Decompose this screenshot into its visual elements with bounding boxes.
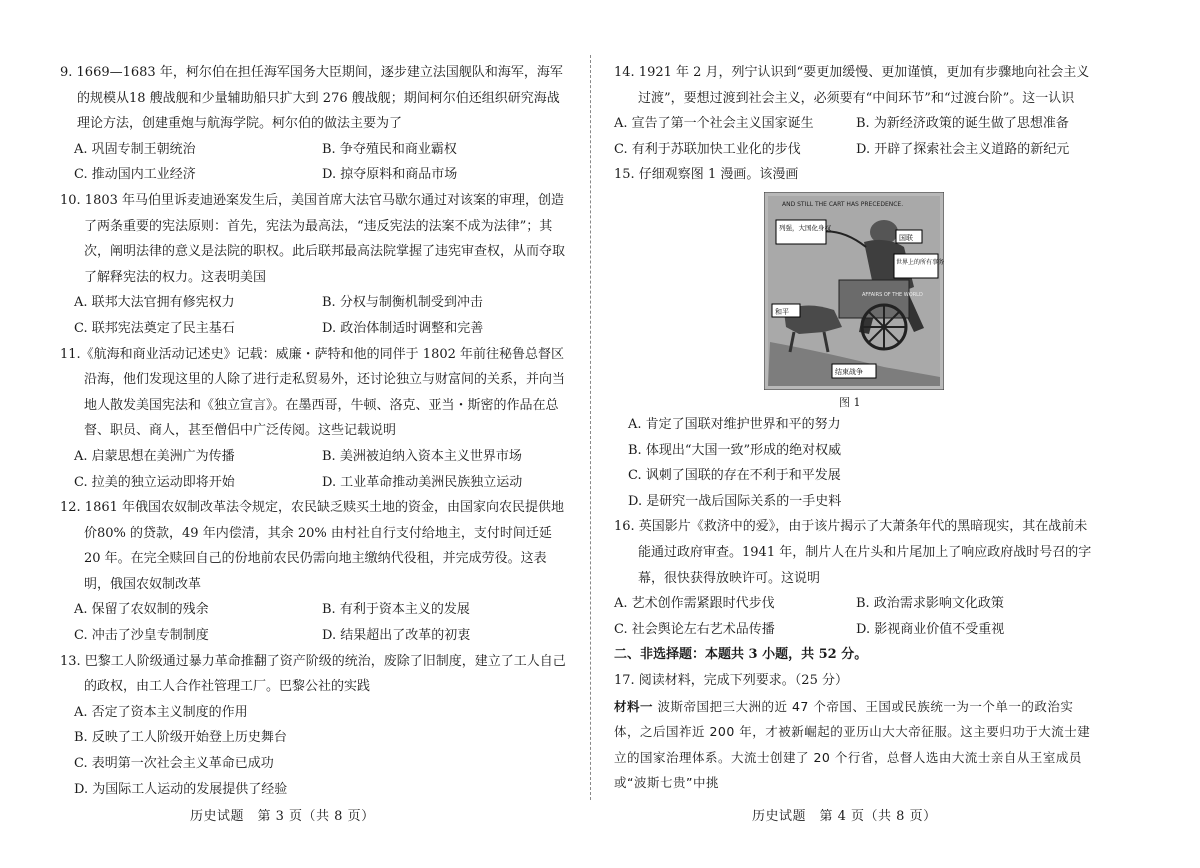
question-15-stem: 15. 仔细观察图 1 漫画。该漫画 bbox=[614, 167, 799, 183]
option-b: B. 体现出“大国一致”形成的绝对权威 bbox=[628, 442, 842, 458]
question-12-options bbox=[60, 597, 570, 648]
question-15 bbox=[614, 162, 1098, 514]
option-c: C. 推动国内工业经济 bbox=[74, 167, 196, 183]
question-16-stem: 16. 英国影片《救济中的爱》，由于该片揭示了大萧条年代的黑暗现实，其在战前未能通过政府审查。1941 年，制片人在片头和片尾加上了响应政府战时号召的字幕，很快获得放映许可。这说明 bbox=[614, 519, 1092, 586]
option-b: B. 有利于资本主义的发展 bbox=[322, 602, 470, 618]
option-a: A. 保留了农奴制的残余 bbox=[74, 602, 209, 618]
option-d: D. 工业革命推动美洲民族独立运动 bbox=[322, 474, 523, 490]
question-11-stem: 11.《航海和商业活动记述史》记载：威廉・萨特和他的同伴于 1802 年前往秘鲁总督区沿海，他们发现这里的人除了进行走私贸易外，还讨论独立与财富间的关系，并向当地人散发美国宪法和《独立宣言》。在墨西哥，牛顿、洛克、亚当・斯密的作品在总督、职员、商人，甚至僧侣中广泛传阅。这些记载说明 bbox=[60, 346, 566, 439]
cart-text: AFFAIRS OF THE WORLD bbox=[862, 291, 923, 298]
question-13 bbox=[60, 649, 570, 803]
question-11 bbox=[60, 342, 570, 496]
option-b: B. 争夺殖民和商业霸权 bbox=[322, 141, 457, 157]
option-a: A. 艺术创作需紧跟时代步伐 bbox=[614, 596, 775, 612]
tag-cart: 世界上的所有事务 bbox=[896, 258, 944, 266]
option-c: C. 拉美的独立运动即将开始 bbox=[74, 474, 235, 490]
option-d: D. 掠夺原料和商品市场 bbox=[322, 167, 458, 183]
cartoon-figure bbox=[764, 192, 944, 390]
question-16 bbox=[614, 514, 1098, 642]
left-page bbox=[60, 60, 570, 802]
question-12 bbox=[60, 495, 570, 649]
question-10-stem: 10. 1803 年马伯里诉麦迪逊案发生后，美国首席大法官马歇尔通过对该案的审理，创造了两条重要的宪法原则：首先，宪法为最高法，“违反宪法的法案不成为法律”；其次，阐明法律的意义是法院的职权。此后联邦最高法院掌握了违宪审查权，从而夺取了解释宪法的权力。这表明美国 bbox=[60, 192, 566, 285]
question-16-options bbox=[614, 591, 1098, 642]
option-d: D. 是研究一战后国际关系的一手史料 bbox=[628, 493, 842, 509]
option-d: D. 为国际工人运动的发展提供了经验 bbox=[74, 781, 288, 797]
option-a: A. 巩固专制王朝统治 bbox=[74, 141, 196, 157]
option-b: B. 为新经济政策的诞生做了思想准备 bbox=[856, 116, 1069, 132]
option-b: B. 政治需求影响文化政策 bbox=[856, 596, 1004, 612]
question-9-stem: 9. 1669—1683 年，柯尔伯在担任海军国务大臣期间，逐步建立法国舰队和海军，海军的规模从18 艘战舰和少量辅助船只扩大到 276 艘战舰；期间柯尔伯还组织研究海战理论方法，创建重炮与航海学院。柯尔伯的做法主要为了 bbox=[60, 65, 563, 132]
option-d: D. 影视商业价值不受重视 bbox=[856, 621, 1005, 637]
question-9 bbox=[60, 60, 570, 188]
option-c: C. 社会舆论左右艺术品传播 bbox=[614, 621, 775, 637]
tag-driver: 列强，大国化身权 bbox=[779, 223, 831, 232]
question-14-options bbox=[614, 111, 1098, 162]
option-c: C. 冲击了沙皇专制制度 bbox=[74, 628, 209, 644]
question-13-stem: 13. 巴黎工人阶级通过暴力革命推翻了资产阶级的统治，废除了旧制度，建立了工人自己的政权，由工人合作社管理工厂。巴黎公社的实践 bbox=[60, 653, 566, 695]
question-15-options bbox=[614, 412, 1098, 514]
option-a: A. 启蒙思想在美洲广为传播 bbox=[74, 448, 235, 464]
question-14 bbox=[614, 60, 1098, 162]
material-1 bbox=[614, 694, 1098, 796]
right-page bbox=[614, 60, 1098, 796]
option-c: C. 讽刺了国联的存在不利于和平发展 bbox=[628, 468, 841, 484]
option-c: C. 联邦宪法奠定了民主基石 bbox=[74, 320, 235, 336]
question-10-options bbox=[60, 290, 570, 341]
option-d: D. 政治体制适时调整和完善 bbox=[322, 320, 484, 336]
option-a: A. 联邦大法官拥有修宪权力 bbox=[74, 295, 235, 311]
material-1-label: 材料一 bbox=[614, 698, 654, 714]
tag-league: 国联 bbox=[899, 233, 913, 242]
option-a: A. 否定了资本主义制度的作用 bbox=[74, 704, 248, 720]
question-17 bbox=[614, 668, 1098, 796]
page-footer-right: 历史试题 第 4 页（共 8 页） bbox=[752, 809, 937, 824]
option-b: B. 分权与制衡机制受到冲击 bbox=[322, 295, 483, 311]
column-divider bbox=[590, 55, 591, 800]
tag-end-war: 结束战争 bbox=[835, 367, 863, 376]
question-14-stem: 14. 1921 年 2 月，列宁认识到“要更加缓慢、更加谨慎，更加有步骤地向社会主义过渡”，要想过渡到社会主义，必须要有“中间环节”和“过渡台阶”。这一认识 bbox=[614, 65, 1090, 106]
page-footer-left: 历史试题 第 3 页（共 8 页） bbox=[190, 809, 375, 824]
option-c: C. 表明第一次社会主义革命已成功 bbox=[74, 756, 274, 772]
option-b: B. 反映了工人阶级开始登上历史舞台 bbox=[74, 730, 287, 746]
question-12-stem: 12. 1861 年俄国农奴制改革法令规定，农民缺乏赎买土地的资金，由国家向农民提供地价80% 的贷款，49 年内偿清，其余 20% 由村社自行支付给地主，支付时间迁延 20 年。在完全赎回自己的份地前农民仍需向地主缴纳代役租，并完成劳役。这表明，俄国农奴制改革 bbox=[60, 500, 565, 592]
option-c: C. 有利于苏联加快工业化的步伐 bbox=[614, 141, 801, 157]
option-d: D. 开辟了探索社会主义道路的新纪元 bbox=[856, 141, 1070, 157]
figure-caption: 图 1 bbox=[839, 395, 861, 409]
option-a: A. 宣告了第一个社会主义国家诞生 bbox=[614, 116, 814, 132]
option-d: D. 结果超出了改革的初衷 bbox=[322, 628, 471, 644]
material-1-text: 波斯帝国把三大洲的近 47 个帝国、王国或民族统一为一个单一的政治实体，之后国祚近 200 年，才被新崛起的亚历山大大帝征服。这主要归功于大流士建立的国家治理体系。大流士创建了 20 个行省，总督人选由大流士亲自从王室成员或“波斯七贵”中挑 bbox=[614, 698, 1091, 791]
section-2-title: 二、非选择题：本题共 3 小题，共 52 分。 bbox=[614, 647, 868, 663]
question-17-stem: 17. 阅读材料，完成下列要求。（25 分） bbox=[614, 672, 848, 688]
cartoon-illustration bbox=[764, 192, 944, 390]
option-b: B. 美洲被迫纳入资本主义世界市场 bbox=[322, 448, 522, 464]
question-13-options bbox=[60, 700, 570, 802]
question-9-options bbox=[60, 137, 570, 188]
question-10 bbox=[60, 188, 570, 342]
question-11-options bbox=[60, 444, 570, 495]
option-a: A. 肯定了国联对维护世界和平的努力 bbox=[628, 416, 841, 432]
cartoon-banner: AND STILL THE CART HAS PRECEDENCE. bbox=[782, 200, 904, 208]
tag-peace: 和平 bbox=[775, 307, 789, 316]
